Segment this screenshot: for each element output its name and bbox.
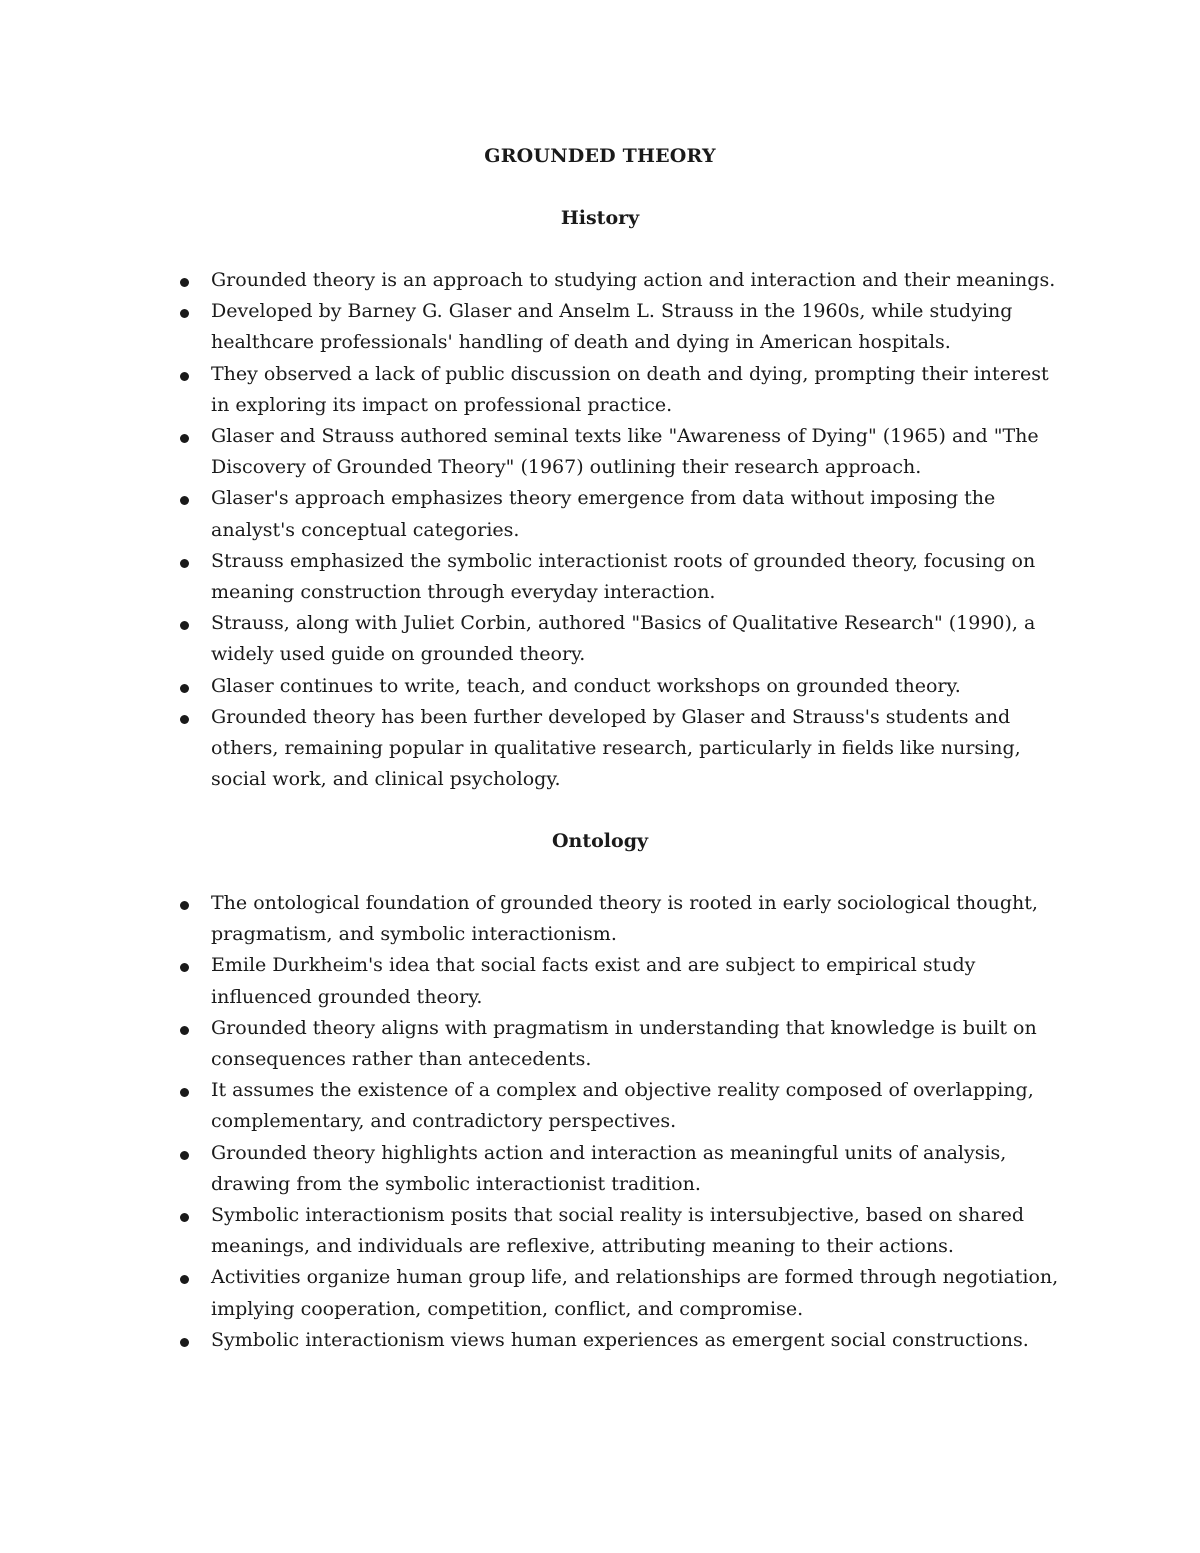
list-item xyxy=(172,546,1072,608)
list-item xyxy=(172,1138,1072,1200)
list-item xyxy=(172,296,1072,358)
bullet-icon xyxy=(180,901,189,910)
section-heading-history: History xyxy=(560,207,640,229)
list-item-text: Developed by Barney G. Glaser and Anselm L. Strauss in the 1960s, while studying healthcare professionals' handling of death and dying in American hospitals. xyxy=(211,300,1013,354)
document-title: GROUNDED THEORY xyxy=(484,145,716,167)
bullet-icon xyxy=(180,372,189,381)
list-item-text: Strauss, along with Juliet Corbin, authored "Basics of Qualitative Research" (1990), a widely used guide on grounded theory. xyxy=(211,612,1036,666)
bullet-icon xyxy=(180,1088,189,1097)
list-item xyxy=(172,1013,1072,1075)
section-heading-ontology: Ontology xyxy=(551,830,649,852)
bullet-icon xyxy=(180,963,189,972)
bullet-icon xyxy=(180,559,189,568)
list-item xyxy=(172,671,1072,702)
list-item xyxy=(172,1200,1072,1262)
bullet-icon xyxy=(180,1338,189,1347)
bullet-icon xyxy=(180,278,189,287)
list-item xyxy=(172,1325,1072,1356)
bullet-icon xyxy=(180,496,189,505)
list-item-text: Grounded theory aligns with pragmatism in understanding that knowledge is built on consequences rather than antecedents. xyxy=(211,1016,1037,1071)
ontology-bullet-list xyxy=(172,888,1072,1356)
bullet-icon xyxy=(180,621,189,630)
list-item-text: It assumes the existence of a complex and objective reality composed of overlapping, complementary, and contradictory perspectives. xyxy=(211,1079,1034,1133)
list-item-text: Glaser continues to write, teach, and conduct workshops on grounded theory. xyxy=(211,674,961,697)
list-item-text: Symbolic interactionism views human experiences as emergent social constructions. xyxy=(211,1328,1029,1351)
bullet-icon xyxy=(180,715,189,724)
list-item xyxy=(172,421,1072,483)
list-item-text: Emile Durkheim's idea that social facts exist and are subject to empirical study influenced grounded theory. xyxy=(211,954,976,1008)
list-item-text: Grounded theory highlights action and interaction as meaningful units of analysis, drawing from the symbolic interactionist tradition. xyxy=(211,1141,1007,1195)
list-item xyxy=(172,265,1072,296)
list-item xyxy=(172,608,1072,670)
list-item-text: Glaser's approach emphasizes theory emergence from data without imposing the analyst's conceptual categories. xyxy=(211,487,996,541)
list-item-text: Grounded theory has been further developed by Glaser and Strauss's students and others, remaining popular in qualitative research, particularly in fields like nursing, social work, and clinical psychology. xyxy=(211,705,1021,791)
bullet-icon xyxy=(180,1213,189,1222)
bullet-icon xyxy=(180,434,189,443)
list-item-text: The ontological foundation of grounded theory is rooted in early sociological thought, pragmatism, and symbolic interactionism. xyxy=(211,892,1038,946)
list-item-text: Grounded theory is an approach to studying action and interaction and their meanings. xyxy=(211,269,1056,291)
list-item xyxy=(172,702,1072,796)
bullet-icon xyxy=(180,309,189,318)
list-item xyxy=(172,1075,1072,1137)
list-item xyxy=(172,888,1072,950)
list-item xyxy=(172,1262,1072,1324)
bullet-icon xyxy=(180,1151,189,1160)
list-item xyxy=(172,359,1072,421)
bullet-icon xyxy=(180,1026,189,1035)
list-item-text: Strauss emphasized the symbolic interactionist roots of grounded theory, focusing on meaning construction through everyday interaction. xyxy=(211,549,1036,604)
bullet-icon xyxy=(180,1275,189,1284)
list-item-text: They observed a lack of public discussion on death and dying, prompting their interest in exploring its impact on professional practice. xyxy=(211,362,1049,416)
list-item-text: Activities organize human group life, and relationships are formed through negotiation, implying cooperation, competition, conflict, and compromise. xyxy=(211,1266,1059,1320)
list-item-text: Symbolic interactionism posits that social reality is intersubjective, based on shared meanings, and individuals are reflexive, attributing meaning to their actions. xyxy=(211,1204,1025,1258)
list-item xyxy=(172,950,1072,1012)
list-item-text: Glaser and Strauss authored seminal texts like "Awareness of Dying" (1965) and "The Discovery of Grounded Theory" (1967) outlining their research approach. xyxy=(211,425,1039,479)
history-bullet-list xyxy=(172,265,1072,795)
list-item xyxy=(172,483,1072,545)
bullet-icon xyxy=(180,684,189,693)
